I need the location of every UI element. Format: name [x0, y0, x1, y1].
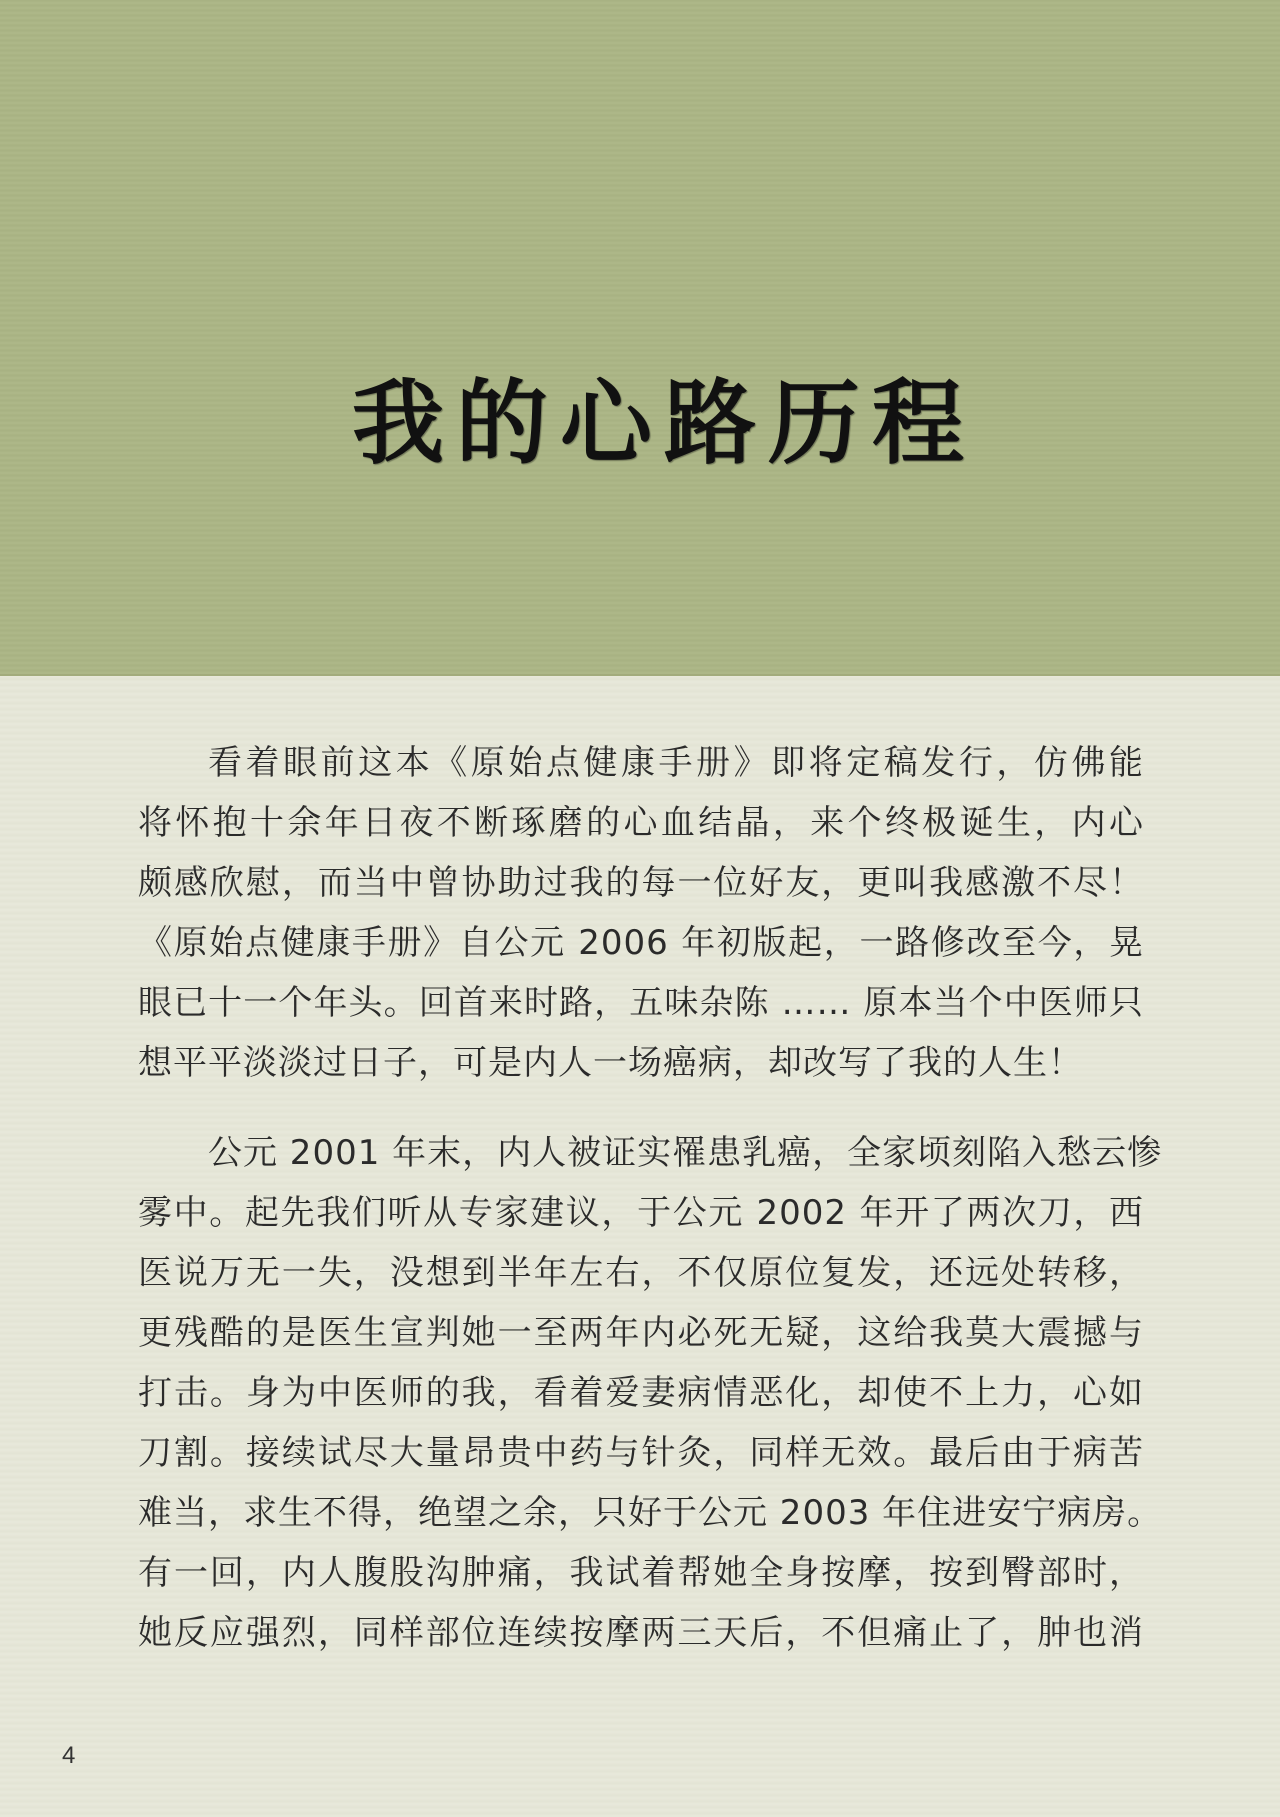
text-line: 她反应强烈，同样部位连续按摩两三天后，不但痛止了，肿也消	[138, 1613, 1144, 1653]
paragraph-1	[138, 733, 1144, 1093]
text-line: 眼已十一个年头。回首来时路，五味杂陈 …… 原本当个中医师只	[138, 983, 1144, 1023]
text-line: 刀割。接续试尽大量昂贵中药与针灸，同样无效。最后由于病苦	[138, 1433, 1144, 1473]
text-line: 《原始点健康手册》自公元 2006 年初版起，一路修改至今，晃	[138, 923, 1144, 963]
chapter-header-band	[0, 0, 1280, 676]
page-number: 4	[62, 1742, 76, 1769]
text-line: 雾中。起先我们听从专家建议，于公元 2002 年开了两次刀，西	[138, 1193, 1144, 1233]
text-line: 将怀抱十余年日夜不断琢磨的心血结晶，来个终极诞生，内心	[138, 803, 1144, 843]
text-line: 想平平淡淡过日子，可是内人一场癌病，却改写了我的人生！	[138, 1043, 1083, 1083]
text-line: 颇感欣慰，而当中曾协助过我的每一位好友，更叫我感激不尽！	[138, 863, 1144, 903]
text-line: 公元 2001 年末，内人被证实罹患乳癌，全家顷刻陷入愁云惨	[208, 1133, 1163, 1173]
text-line: 更残酷的是医生宣判她一至两年内必死无疑，这给我莫大震撼与	[138, 1313, 1144, 1353]
chapter-title: 我的心路历程	[352, 369, 977, 477]
paragraph-2	[138, 1123, 1163, 1663]
text-line: 看着眼前这本《原始点健康手册》即将定稿发行，仿佛能	[208, 743, 1144, 783]
text-line: 难当，求生不得，绝望之余，只好于公元 2003 年住进安宁病房。	[138, 1493, 1163, 1533]
text-line: 打击。身为中医师的我，看着爱妻病情恶化，却使不上力，心如	[138, 1373, 1144, 1413]
text-line: 医说万无一失，没想到半年左右，不仅原位复发，还远处转移，	[138, 1253, 1144, 1293]
text-line: 有一回，内人腹股沟肿痛，我试着帮她全身按摩，按到臀部时，	[138, 1553, 1144, 1593]
